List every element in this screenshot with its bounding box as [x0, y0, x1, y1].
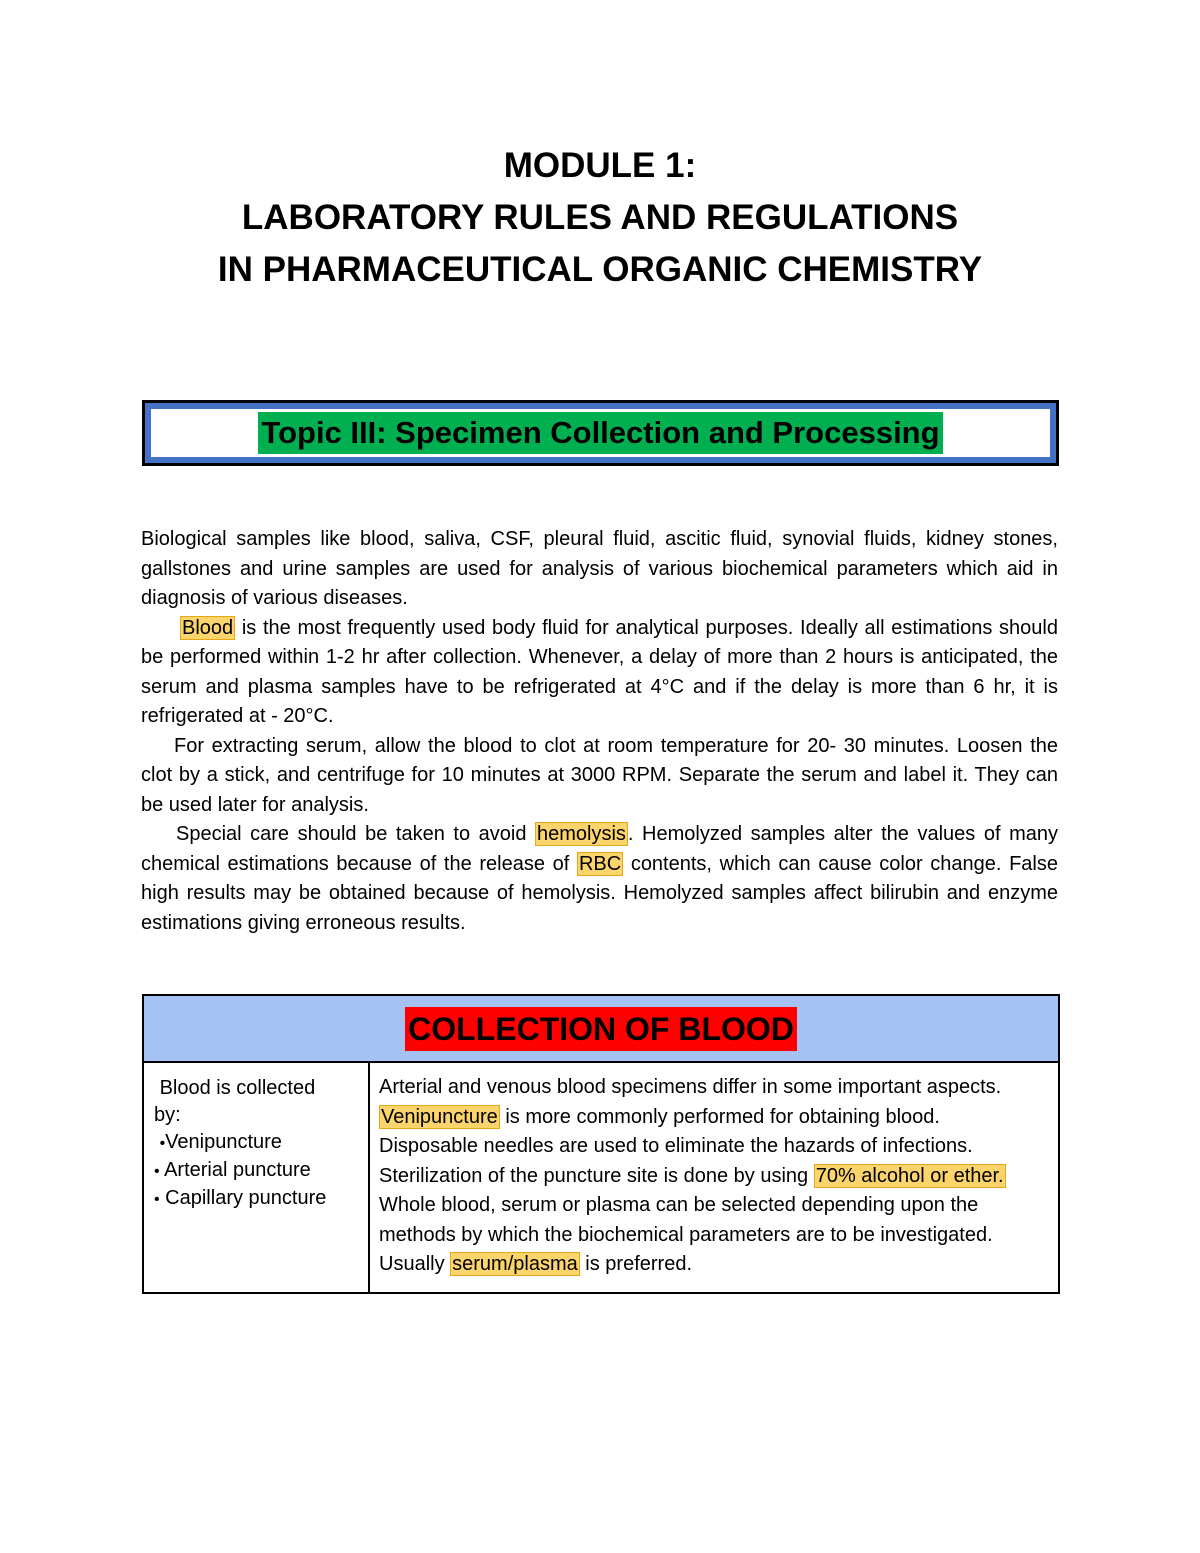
- collection-header-row: [143, 995, 1059, 1062]
- collection-table: [142, 994, 1060, 1294]
- bullet-icon: •: [154, 1191, 160, 1208]
- collection-title: COLLECTION OF BLOOD: [405, 1007, 797, 1051]
- topic-box: [142, 400, 1059, 466]
- paragraph-hemolysis-text-b: . Hemolyzed samples alter the values of many chemical estimations because of the release of: [141, 823, 1058, 875]
- module-title-line-1: MODULE 1:: [503, 146, 697, 185]
- topic-box-inner: [145, 403, 1056, 463]
- collection-methods-cell: [143, 1062, 369, 1293]
- body-text: [141, 525, 1058, 938]
- list-item: [154, 1185, 360, 1213]
- highlight-venipuncture: Venipuncture: [381, 1105, 498, 1128]
- detail-line-1: Arterial and venous blood specimens differ in some important aspects.: [379, 1076, 1002, 1098]
- methods-intro-line-1: [154, 1075, 360, 1102]
- list-item: [154, 1157, 360, 1185]
- bullet-icon: •: [154, 1163, 160, 1180]
- collection-header-cell: [143, 995, 1059, 1062]
- detail-line-2: [379, 1103, 1048, 1133]
- detail-line-6: [379, 1250, 1048, 1280]
- module-title-line-3: IN PHARMACEUTICAL ORGANIC CHEMISTRY: [217, 250, 983, 289]
- paragraph-hemolysis-text-a: Special care should be taken to avoid: [176, 823, 535, 845]
- highlight-alcohol: 70% alcohol or ether.: [815, 1164, 1004, 1187]
- highlight-rbc: RBC: [578, 852, 622, 875]
- list-item-label: Arterial puncture: [164, 1159, 311, 1181]
- detail-line-4: [379, 1162, 1048, 1192]
- list-item-label: Venipuncture: [165, 1131, 282, 1153]
- paragraph-blood-text: is the most frequently used body fluid for analytical purposes. Ideally all estimations should be performed within 1-2 hr after collection. Whenever, a delay of more than 2 hours is anticipated, the serum and plasma samples have to be refrigerated at 4°C and if the delay is more than 6 hr, it is refrigerated at - 20°C.: [141, 616, 1058, 727]
- highlight-serum-plasma: serum/plasma: [452, 1253, 578, 1275]
- paragraph-hemolysis-text-c: contents, which can cause color change. False high results may be obtained because of hemolysis. Hemolyzed samples affect bilirubin and enzyme estimations giving erroneous results.: [141, 852, 1059, 934]
- topic-title: Topic III: Specimen Collection and Processing: [258, 412, 942, 454]
- bullet-icon: •: [159, 1135, 166, 1152]
- detail-line-4-text: Sterilization of the puncture site is done by using: [379, 1164, 814, 1187]
- highlight-hemolysis: hemolysis: [537, 823, 626, 845]
- detail-line-3: Disposable needles are used to eliminate the hazards of infections.: [379, 1135, 973, 1157]
- module-title: [0, 140, 1200, 296]
- paragraph-hemolysis: [141, 820, 1058, 938]
- list-item-label: Capillary puncture: [165, 1187, 327, 1209]
- detail-line-2-text: is more commonly performed for obtaining blood.: [499, 1105, 940, 1128]
- methods-intro-text-1: Blood is collected: [159, 1077, 316, 1099]
- detail-line-6-text-b: is preferred.: [579, 1253, 693, 1275]
- paragraph-serum: For extracting serum, allow the blood to clot at room temperature for 20- 30 minutes. Loosen the clot by a stick, and centrifuge for 10 minutes at 3000 RPM. Separate the serum and label it. They can be used later for analysis.: [141, 734, 1058, 816]
- methods-intro-line-2: by:: [154, 1104, 181, 1126]
- paragraph-blood: [141, 614, 1058, 732]
- collection-body-row: [143, 1062, 1059, 1293]
- paragraph-intro: Biological samples like blood, saliva, CSF, pleural fluid, ascitic fluid, synovial fluids, kidney stones, gallstones and urine samples are used for analysis of various biochemical parameters which aid in diagnosis of various diseases.: [141, 528, 1058, 609]
- highlight-blood: Blood: [182, 616, 234, 639]
- module-title-line-2: LABORATORY RULES AND REGULATIONS: [241, 198, 959, 237]
- collection-details-cell: [369, 1062, 1059, 1293]
- list-item: [154, 1129, 360, 1157]
- detail-line-6-text-a: Usually: [379, 1253, 451, 1275]
- detail-line-5: Whole blood, serum or plasma can be selected depending upon the methods by which the biochemical parameters are to be investigated.: [379, 1194, 993, 1246]
